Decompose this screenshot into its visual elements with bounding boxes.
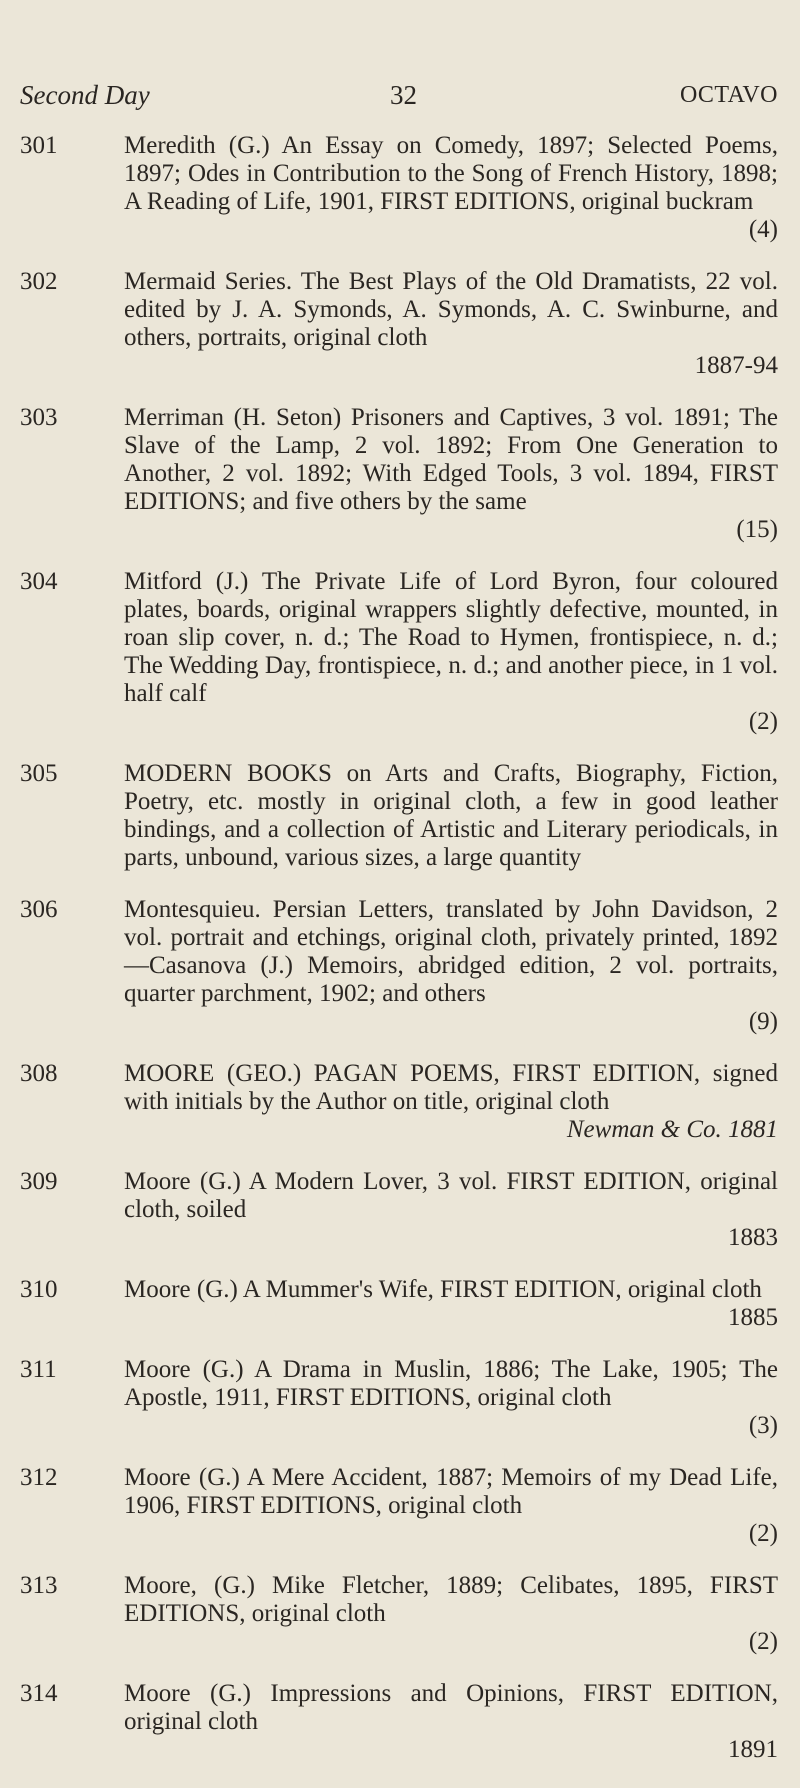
lot-text: Moore (G.) A Mummer's Wife, FIRST EDITION, original cloth	[124, 1276, 762, 1303]
lot-text: Mermaid Series. The Best Plays of the Old Dramatists, 22 vol. edited by J. A. Symonds, A. Symonds, A. C. Swinburne, and others, portraits, original cloth	[124, 268, 778, 351]
lot-date: 1887-94	[694, 352, 778, 379]
lot-number: 313	[20, 1572, 58, 1599]
lot-number: 305	[20, 760, 58, 787]
lot-date: 1891	[728, 1736, 778, 1763]
lot-list	[20, 132, 778, 1788]
lot-description	[124, 404, 778, 544]
lot-description	[124, 760, 778, 872]
format-label: OCTAVO	[680, 82, 778, 108]
lot-number: 303	[20, 404, 58, 431]
lot-text: Montesquieu. Persian Letters, translated by John Davidson, 2 vol. portrait and etchings, original cloth, privately printed, 1892—Casanova (J.) Memoirs, abridged edition, 2 vol. portraits, quarter parchment, 1902; and others	[124, 896, 778, 1007]
lot-entry	[20, 268, 778, 380]
lot-text: Mitford (J.) The Private Life of Lord Byron, four coloured plates, boards, original wrappers slightly defective, mounted, in roan slip cover, n. d.; The Road to Hymen, frontispiece, n. d.; The Wedding Day, frontispiece, n. d.; and another piece, in 1 vol. half calf	[124, 568, 778, 707]
lot-text: MOORE (GEO.) PAGAN POEMS, FIRST EDITION, signed with initials by the Author on title, original cloth	[124, 1060, 778, 1115]
lot-description	[124, 1276, 778, 1332]
lot-text: Meredith (G.) An Essay on Comedy, 1897; Selected Poems, 1897; Odes in Contribution to the Song of French History, 1898; A Reading of Life, 1901, FIRST EDITIONS, original buckram	[124, 132, 778, 215]
lot-entry	[20, 1356, 778, 1440]
lot-description	[124, 268, 778, 380]
lot-number: 302	[20, 268, 58, 295]
lot-description	[124, 1572, 778, 1656]
lot-number: 314	[20, 1680, 58, 1707]
lot-number: 304	[20, 568, 58, 595]
lot-description	[124, 132, 778, 244]
lot-description	[124, 1060, 778, 1144]
lot-description	[124, 896, 778, 1036]
lot-quantity: (2)	[748, 708, 778, 735]
lot-description	[124, 1356, 778, 1440]
lot-quantity: (2)	[748, 1628, 778, 1655]
lot-entry	[20, 1680, 778, 1764]
lot-entry	[20, 1168, 778, 1252]
lot-quantity: (3)	[748, 1412, 778, 1439]
lot-text: Moore (G.) A Modern Lover, 3 vol. FIRST EDITION, original cloth, soiled	[124, 1168, 778, 1223]
lot-date: 1885	[728, 1304, 778, 1331]
lot-number: 301	[20, 132, 58, 159]
lot-entry	[20, 1572, 778, 1656]
lot-description	[124, 1680, 778, 1764]
lot-entry	[20, 568, 778, 736]
lot-quantity: (9)	[748, 1008, 778, 1035]
running-header	[20, 80, 778, 110]
lot-text: Moore, (G.) Mike Fletcher, 1889; Celibates, 1895, FIRST EDITIONS, original cloth	[124, 1572, 778, 1627]
lot-description	[124, 568, 778, 736]
lot-text: Moore (G.) Impressions and Opinions, FIRST EDITION, original cloth	[124, 1680, 778, 1735]
lot-entry	[20, 760, 778, 872]
lot-entry	[20, 1060, 778, 1144]
lot-number: 312	[20, 1464, 58, 1491]
page-number: 32	[390, 80, 417, 110]
section-title: Second Day	[20, 80, 150, 110]
lot-number: 309	[20, 1168, 58, 1195]
lot-entry	[20, 1276, 778, 1332]
lot-entry	[20, 1464, 778, 1548]
lot-quantity: (4)	[748, 216, 778, 243]
lot-publisher: Newman & Co. 1881	[566, 1116, 778, 1143]
lot-text: Moore (G.) A Drama in Muslin, 1886; The Lake, 1905; The Apostle, 1911, FIRST EDITIONS, original cloth	[124, 1356, 778, 1411]
lot-number: 310	[20, 1276, 58, 1303]
lot-quantity: (2)	[748, 1520, 778, 1547]
lot-entry	[20, 404, 778, 544]
lot-number: 306	[20, 896, 58, 923]
lot-number: 308	[20, 1060, 58, 1087]
lot-quantity: (15)	[736, 516, 778, 543]
lot-description	[124, 1464, 778, 1548]
lot-entry	[20, 132, 778, 244]
lot-entry	[20, 896, 778, 1036]
lot-date: 1883	[728, 1224, 778, 1251]
lot-number: 311	[20, 1356, 57, 1383]
lot-text: Merriman (H. Seton) Prisoners and Captives, 3 vol. 1891; The Slave of the Lamp, 2 vol. 1892; From One Generation to Another, 2 vol. 1892; With Edged Tools, 3 vol. 1894, FIRST EDITIONS; and five others by the same	[124, 404, 778, 515]
lot-description	[124, 1168, 778, 1252]
lot-text: Moore (G.) A Mere Accident, 1887; Memoirs of my Dead Life, 1906, FIRST EDITIONS, original cloth	[124, 1464, 778, 1519]
lot-text: MODERN BOOKS on Arts and Crafts, Biography, Fiction, Poetry, etc. mostly in original cloth, a few in good leather bindings, and a collection of Artistic and Literary periodicals, in parts, unbound, various sizes, a large quantity	[124, 760, 778, 871]
